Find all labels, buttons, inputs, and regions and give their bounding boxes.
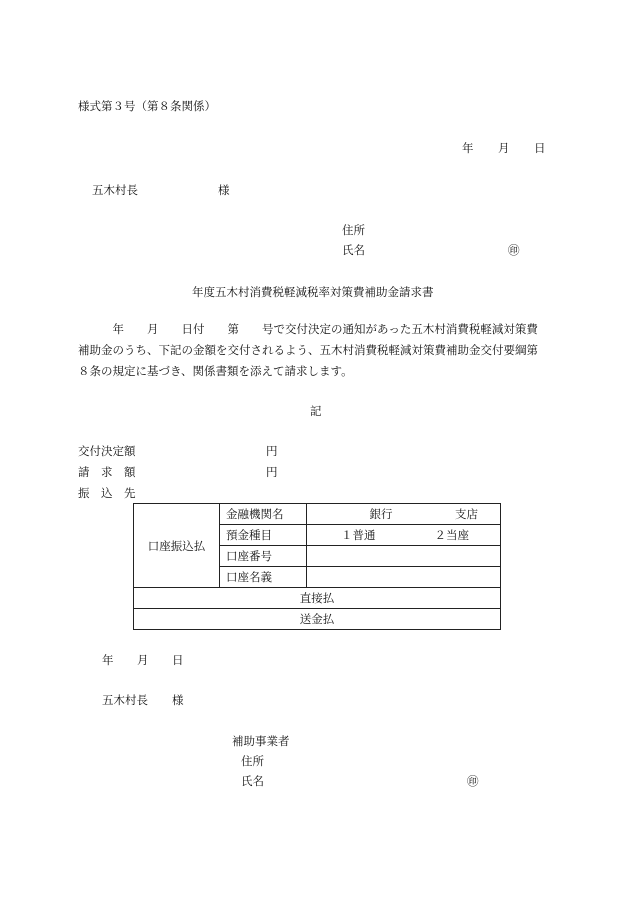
deposit-type-current: ２当座 bbox=[403, 525, 501, 546]
addressee-honorific: 様 bbox=[218, 183, 230, 197]
body-line-3: ８条の規定に基づき、関係書類を添えて請求します。 bbox=[78, 364, 353, 378]
deposit-type-label: 預金種目 bbox=[220, 525, 307, 546]
account-holder-label: 口座名義 bbox=[220, 567, 307, 588]
footer-name-label: 氏名 bbox=[241, 774, 264, 788]
footer-address-label: 住所 bbox=[241, 754, 264, 768]
document-title: 年度五木村消費税軽減税率対策費補助金請求書 bbox=[192, 285, 434, 299]
applicant-seal: ㊞ bbox=[508, 243, 520, 257]
account-number-label: 口座番号 bbox=[220, 546, 307, 567]
footer-date-month: 月 bbox=[137, 653, 149, 667]
bank-transfer-table bbox=[133, 503, 501, 630]
form-number: 様式第３号（第８条関係） bbox=[78, 99, 216, 113]
bank-name-bank: 銀行 bbox=[307, 504, 403, 525]
bank-name-branch: 支店 bbox=[403, 504, 501, 525]
account-number-value bbox=[307, 546, 501, 567]
applicant-address-label: 住所 bbox=[342, 223, 365, 237]
ki-heading: 記 bbox=[310, 404, 322, 418]
remittance-cell: 送金払 bbox=[134, 609, 501, 630]
date-day: 日 bbox=[534, 141, 546, 155]
footer-honorific: 様 bbox=[172, 693, 184, 707]
account-holder-value bbox=[307, 567, 501, 588]
footer-seal: ㊞ bbox=[467, 774, 479, 788]
direct-payment-cell: 直接払 bbox=[134, 588, 501, 609]
deposit-type-ordinary: １普通 bbox=[307, 525, 403, 546]
body-line-1: 年 月 日付 第 号で交付決定の通知があった五木村消費税軽減対策費 bbox=[78, 322, 538, 336]
date-year: 年 bbox=[462, 141, 474, 155]
date-month: 月 bbox=[498, 141, 510, 155]
footer-addressee: 五木村長 bbox=[102, 693, 148, 707]
transfer-label: 振 込 先 bbox=[78, 486, 136, 500]
applicant-name-label: 氏名 bbox=[342, 243, 365, 257]
table-row bbox=[134, 588, 501, 609]
addressee-name: 五木村長 bbox=[92, 183, 138, 197]
request-amount-label: 請 求 額 bbox=[78, 465, 136, 479]
body-paragraph bbox=[78, 319, 558, 382]
account-transfer-cell: 口座振込払 bbox=[134, 504, 220, 588]
decision-amount-unit: 円 bbox=[266, 444, 278, 458]
body-line-2: 補助金のうち、下記の金額を交付されるよう、五木村消費税軽減対策費補助金交付要綱第 bbox=[78, 343, 538, 357]
footer-date-year: 年 bbox=[102, 653, 114, 667]
bank-name-label: 金融機関名 bbox=[220, 504, 307, 525]
decision-amount-label: 交付決定額 bbox=[78, 444, 136, 458]
business-operator-label: 補助事業者 bbox=[232, 734, 290, 748]
table-row bbox=[134, 609, 501, 630]
request-amount-unit: 円 bbox=[266, 465, 278, 479]
footer-date-day: 日 bbox=[172, 653, 184, 667]
table-row bbox=[134, 504, 501, 525]
